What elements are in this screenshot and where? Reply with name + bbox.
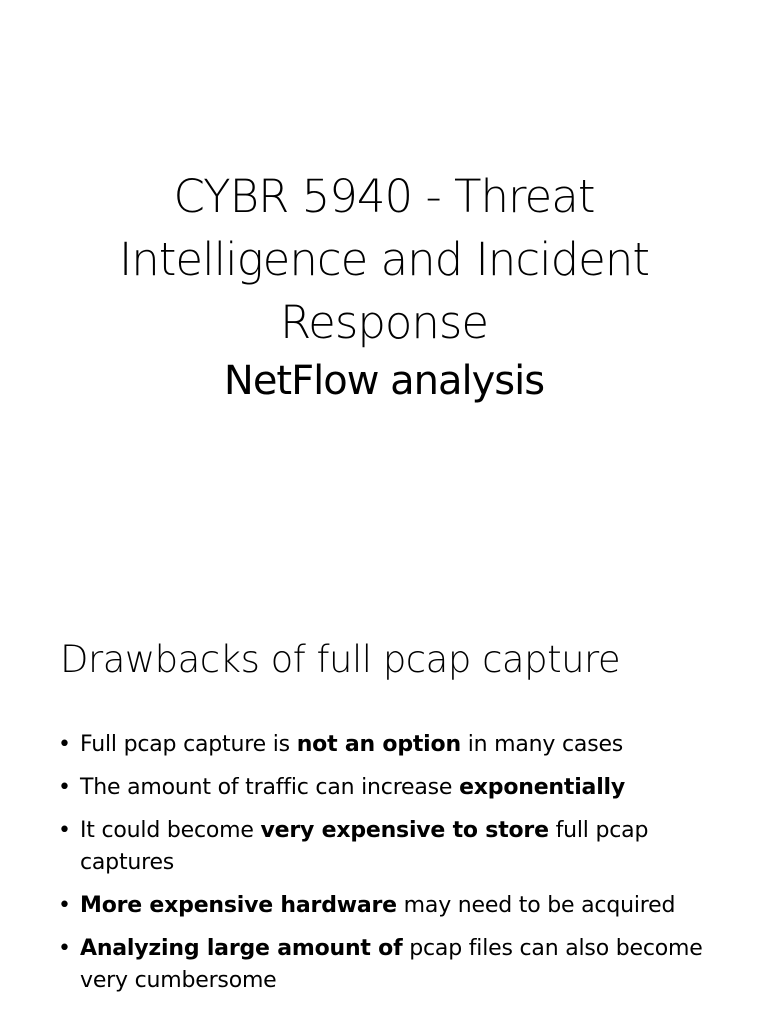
course-title-line: CYBR 5940 - Threat <box>173 170 595 223</box>
bullet-emphasis: very expensive to store <box>260 818 549 843</box>
bullet-text: may need to be acquired <box>396 893 676 918</box>
bullet-item <box>58 933 718 997</box>
bullet-dot-icon: • <box>58 893 71 918</box>
bullet-dot-icon: • <box>58 732 71 757</box>
bullet-dot-icon: • <box>58 818 71 843</box>
bullet-list <box>58 729 718 1008</box>
bullet-emphasis: exponentially <box>459 775 626 800</box>
bullet-text: pcap files can also become very cumbersome <box>80 936 703 993</box>
bullet-emphasis: not an option <box>296 732 461 757</box>
course-title-line: Intelligence and Incident <box>119 233 649 286</box>
bullet-text: full pcap captures <box>80 818 649 875</box>
bullet-text: Full pcap capture is <box>80 732 297 757</box>
bullet-dot-icon: • <box>58 775 71 800</box>
bullet-item <box>58 890 718 922</box>
bullet-item <box>58 772 718 804</box>
course-title <box>40 165 728 354</box>
bullet-emphasis: Analyzing large amount of <box>80 936 403 961</box>
bullet-item <box>58 815 718 879</box>
bullet-dot-icon: • <box>58 936 71 961</box>
slide-heading: Drawbacks of full pcap capture <box>60 638 621 681</box>
lecture-subtitle: NetFlow analysis <box>223 358 545 404</box>
bullet-text: The amount of traffic can increase <box>80 775 460 800</box>
bullet-item <box>58 729 718 761</box>
bullet-text: in many cases <box>460 732 624 757</box>
course-title-line: Response <box>279 296 489 349</box>
bullet-text: It could become <box>80 818 261 843</box>
bullet-emphasis: More expensive hardware <box>80 893 397 918</box>
